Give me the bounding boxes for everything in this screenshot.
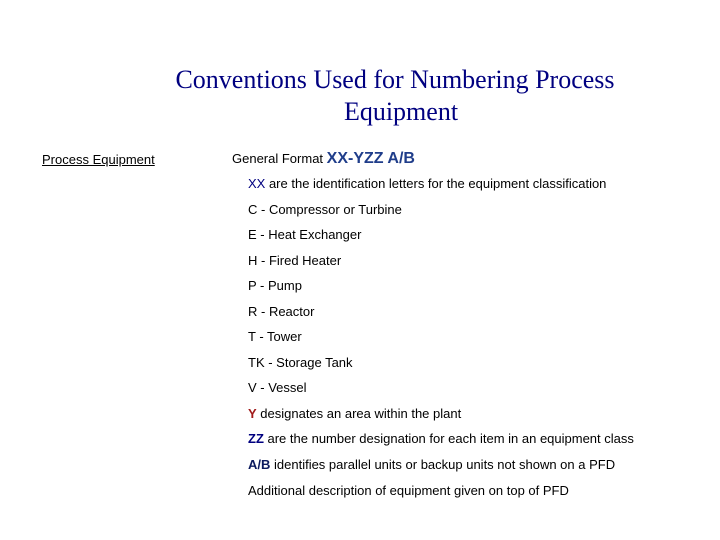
y-description xyxy=(248,406,461,421)
general-format xyxy=(232,150,415,168)
ab-text: identifies parallel units or backup units not shown on a PFD xyxy=(270,457,616,472)
process-equipment-label: Process Equipment xyxy=(42,152,155,167)
zz-code: ZZ xyxy=(248,431,264,446)
xx-code: XX xyxy=(248,176,266,191)
general-format-code: XX-YZZ A/B xyxy=(326,150,415,167)
class-item: T - Tower xyxy=(248,329,302,344)
xx-text: are the identification letters for the equipment classification xyxy=(265,176,607,191)
zz-description xyxy=(248,431,634,446)
class-item: V - Vessel xyxy=(248,380,307,395)
class-item: P - Pump xyxy=(248,278,302,293)
slide-title xyxy=(60,64,720,128)
class-item: R - Reactor xyxy=(248,304,315,319)
general-format-prefix: General Format xyxy=(232,151,327,166)
class-item: E - Heat Exchanger xyxy=(248,227,362,242)
ab-code: A/B xyxy=(248,457,271,472)
slide-title-line-1: Conventions Used for Numbering Process xyxy=(175,65,615,94)
xx-description xyxy=(248,176,606,191)
slide-title-line-2: Equipment xyxy=(343,97,459,126)
y-code: Y xyxy=(248,406,257,421)
zz-text: are the number designation for each item in an equipment class xyxy=(263,431,634,446)
class-item: TK - Storage Tank xyxy=(248,355,353,370)
class-item: C - Compressor or Turbine xyxy=(248,202,402,217)
ab-description xyxy=(248,457,615,472)
class-item: H - Fired Heater xyxy=(248,253,342,268)
y-text: designates an area within the plant xyxy=(256,406,462,421)
additional-description: Additional description of equipment given on top of PFD xyxy=(248,483,569,498)
